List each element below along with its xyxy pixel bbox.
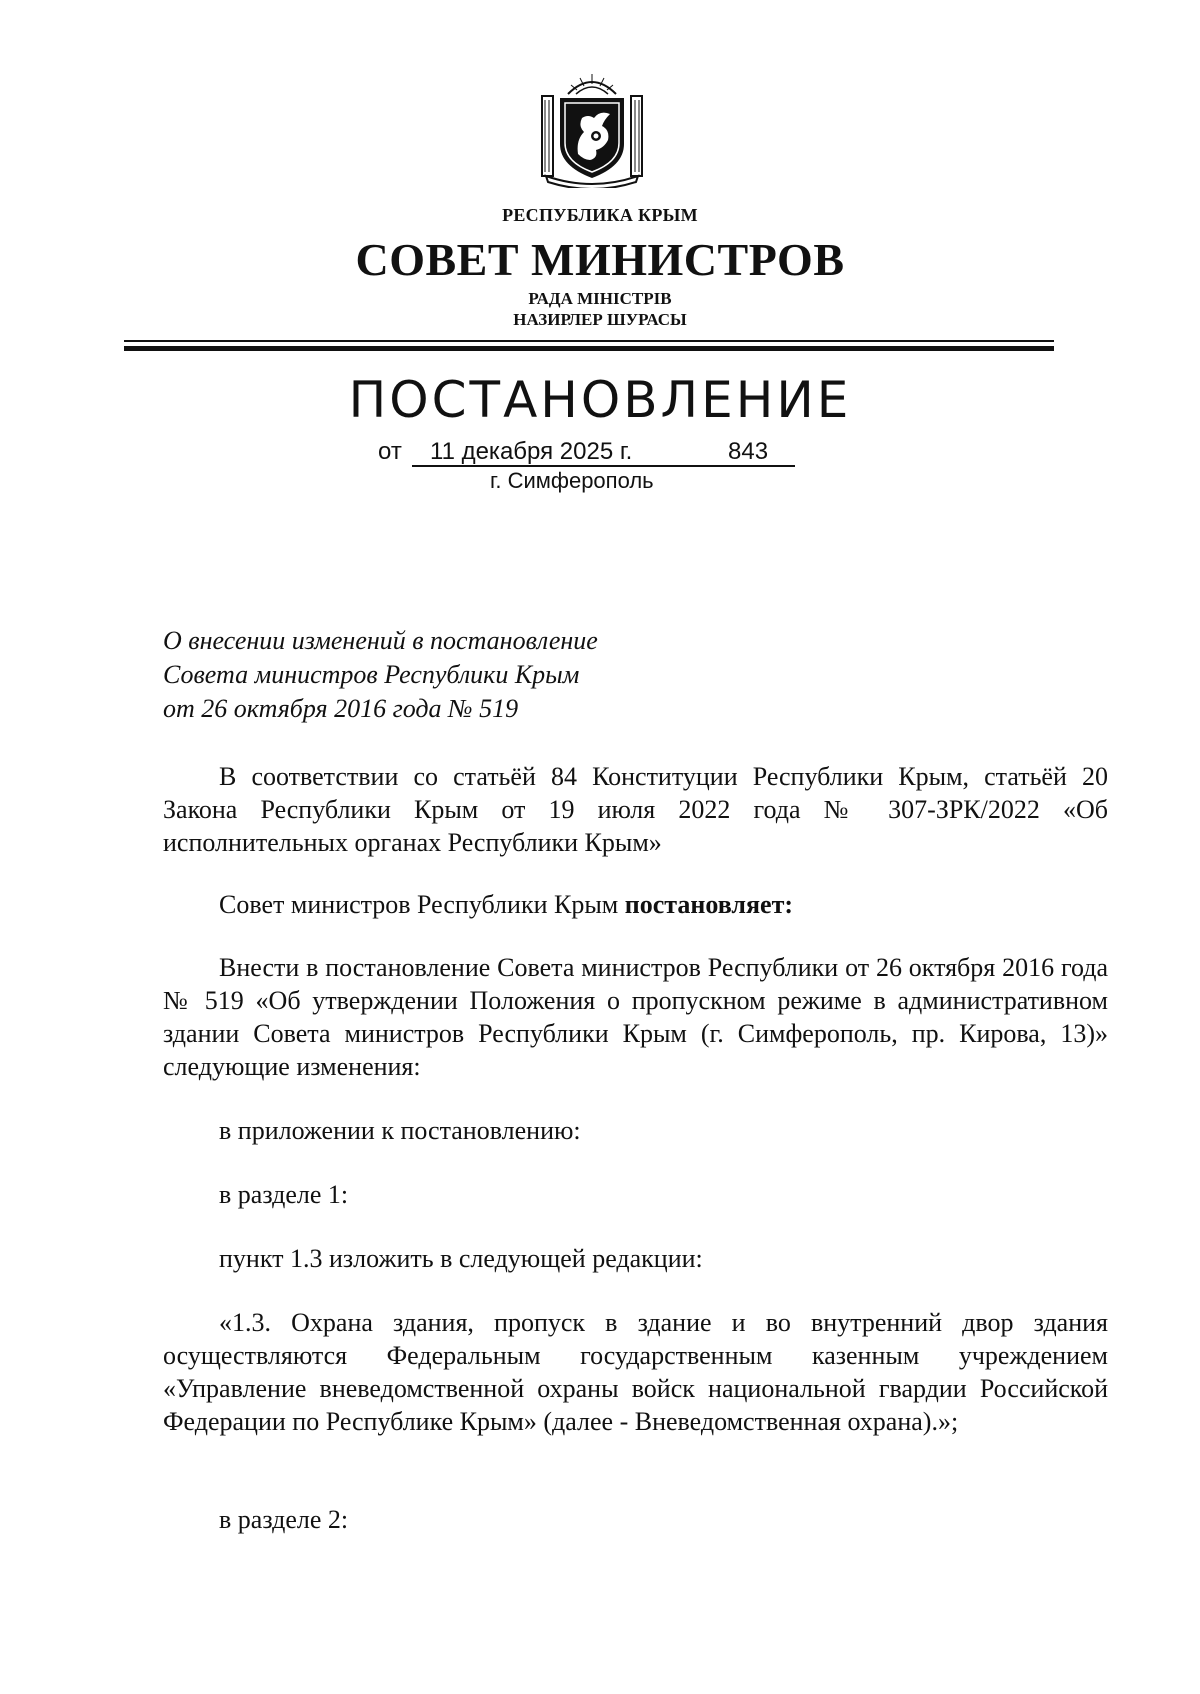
decree-subject (163, 624, 598, 726)
subject-line: Совета министров Республики Крым (163, 660, 580, 689)
clause-paragraph: пункт 1.3 изложить в следующей редакции: (219, 1244, 703, 1273)
decree-title: ПОСТАНОВЛЕНИЕ (348, 371, 852, 429)
resolution-text: Совет министров Республики Крым (219, 890, 625, 919)
subject-line: О внесении изменений в постановление (163, 626, 598, 655)
crimea-coat-of-arms-icon (538, 70, 646, 188)
clause-1-3-paragraph: «1.3. Охрана здания, пропуск в здание и во внутренний двор здания осуществляются Федеральным государственным казенным учреждением «Управление вневедомственной охраны войск национальной гвардии Российской Федерации по Республике Крым» (далее - Вневедомственная охрана).»; (163, 1308, 1108, 1436)
from-label: от (378, 438, 402, 465)
republic-name: РЕСПУБЛИКА КРЫМ (502, 205, 698, 225)
preamble-paragraph: В соответствии со статьёй 84 Конституции Республики Крым, статьёй 20 Закона Республики Крым от 19 июля 2022 года № 307-ЗРК/2022 «Об исполнительных органах Республики Крым» (163, 762, 1108, 857)
decree-date: 11 декабря 2025 г. (430, 438, 633, 465)
annex-paragraph: в приложении к постановлению: (219, 1116, 581, 1145)
header-divider-thin (124, 340, 1054, 342)
council-title: СОВЕТ МИНИСТРОВ (355, 234, 845, 285)
council-title-ukrainian: РАДА МІНІСТРІВ (528, 289, 672, 308)
header-divider-thick (124, 346, 1054, 351)
section-1-paragraph: в разделе 1: (219, 1180, 349, 1209)
decree-dateline (378, 438, 798, 468)
resolution-paragraph (163, 888, 1108, 921)
resolution-keyword: постановляет: (624, 890, 794, 919)
subject-line: от 26 октября 2016 года № 519 (163, 694, 519, 723)
section-2-paragraph: в разделе 2: (219, 1505, 349, 1534)
council-title-crimean-tatar: НАЗИРЛЕР ШУРАСЫ (513, 310, 687, 329)
amendment-paragraph: Внести в постановление Совета министров Республики от 26 октября 2016 года № 519 «Об утверждении Положения о пропускном режиме в административном здании Совета министров Республики Крым (г. Симферополь, пр. Кирова, 13)» следующие изменения: (163, 953, 1108, 1081)
decree-city: г. Симферополь (490, 468, 654, 493)
decree-number: 843 (728, 438, 769, 465)
